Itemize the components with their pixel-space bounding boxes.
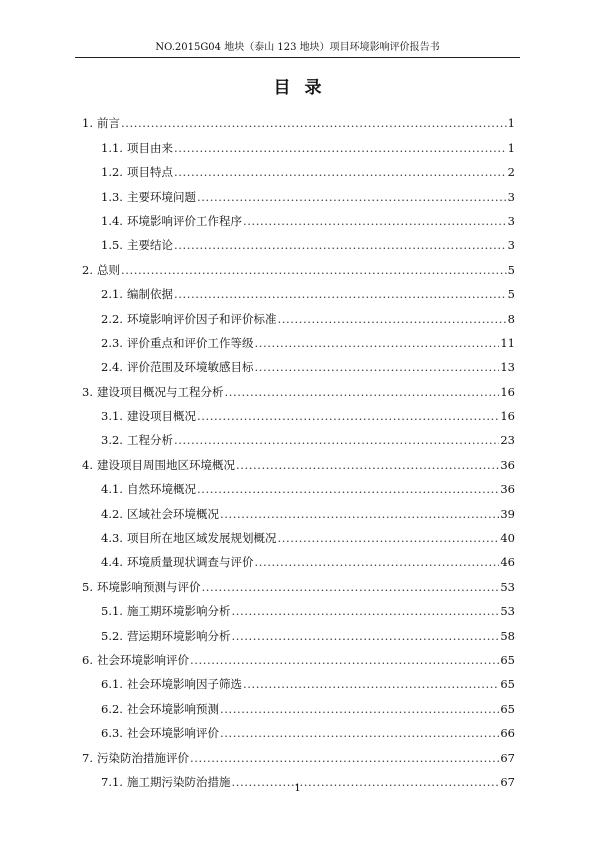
toc-entry-label: 建设项目概况与工程分析 [96,384,224,399]
toc-entry-label: 社会环境影响评价 [96,652,189,667]
toc-entry-label: 施工期污染防治措施 [126,774,231,789]
toc-dot-leader [231,604,499,618]
toc-entry-page: 58 [500,628,515,643]
toc-dot-leader [201,580,499,594]
toc-title: 目录 [273,78,336,98]
toc-entry-label: 社会环境影响因子筛选 [126,677,242,692]
toc-section-entry[interactable] [82,594,515,618]
toc-entry-label: 环境影响评价工作程序 [126,213,242,228]
toc-dot-leader [277,312,506,326]
toc-entry-label: 环境影响评价因子和评价标准 [126,311,277,326]
toc-dot-leader [254,336,499,350]
toc-section-entry[interactable] [82,691,515,715]
toc-entry-label: 编制依据 [126,287,173,302]
toc-section-entry[interactable] [82,277,515,301]
toc-entry-page: 67 [500,750,515,765]
toc-chapter-entry[interactable] [82,374,515,398]
toc-entry-number: 1. [82,116,93,131]
toc-entry-number: 6.1. [101,677,123,692]
toc-entry-page: 36 [500,457,515,472]
toc-entry-page: 46 [500,555,515,570]
toc-entry-number: 6.3. [101,726,123,741]
toc-entry-label: 营运期环境影响分析 [126,628,231,643]
toc-section-entry[interactable] [82,301,515,325]
toc-entry-label: 项目所在地区域发展规划概况 [126,531,277,546]
toc-dot-leader [174,141,507,155]
toc-entry-page: 65 [500,677,515,692]
toc-entry-number: 4.3. [101,531,123,546]
toc-entry-page: 5 [507,262,515,277]
toc-dot-leader [231,629,499,643]
toc-entry-number: 6.2. [101,701,123,716]
toc-dot-leader [197,190,507,204]
toc-entry-page: 3 [507,238,515,253]
toc-entry-label: 施工期环境影响分析 [126,604,231,619]
toc-entry-number: 5.2. [101,628,123,643]
toc-entry-number: 7.1. [101,774,123,789]
toc-entry-number: 1.4. [101,213,123,228]
toc-dot-leader [243,677,499,691]
toc-entry-page: 53 [500,604,515,619]
toc-entry-label: 环境影响预测与评价 [96,579,201,594]
toc-entry-number: 4.2. [101,506,123,521]
toc-entry-page: 2 [507,165,515,180]
page-number: 1 [294,783,301,794]
toc-entry-label: 环境质量现状调查与评价 [126,555,254,570]
toc-entry-number: 2.4. [101,360,123,375]
toc-entry-label: 前言 [96,116,120,131]
toc-chapter-entry[interactable] [82,643,515,667]
toc-section-entry[interactable] [82,399,515,423]
toc-entry-page: 5 [507,287,515,302]
toc-entry-page: 3 [507,213,515,228]
toc-entry-label: 自然环境概况 [126,482,196,497]
toc-dot-leader [190,751,499,765]
toc-chapter-entry[interactable] [82,106,515,130]
toc-dot-leader [254,555,499,569]
toc-dot-leader [236,458,499,472]
toc-entry-number: 4.1. [101,482,123,497]
toc-dot-leader [220,726,499,740]
toc-chapter-entry[interactable] [82,569,515,593]
running-header: NO.2015G04 地块（泰山 123 地块）项目环境影响评价报告书 [155,42,440,53]
toc-dot-leader [174,238,507,252]
toc-entry-number: 1.1. [101,140,123,155]
toc-dot-leader [174,287,507,301]
toc-entry-page: 67 [500,774,515,789]
toc-section-entry[interactable] [82,472,515,496]
toc-section-entry[interactable] [82,545,515,569]
toc-entry-label: 区域社会环境概况 [126,506,219,521]
toc-dot-leader [174,165,507,179]
toc-entry-label: 评价重点和评价工作等级 [126,335,254,350]
toc-entry-number: 2.1. [101,287,123,302]
toc-entry-label: 项目特点 [126,165,173,180]
toc-entry-number: 6. [82,652,93,667]
toc-entry-label: 建设项目周围地区环境概况 [96,457,235,472]
toc-section-entry[interactable] [82,326,515,350]
toc-section-entry[interactable] [82,716,515,740]
toc-section-entry[interactable] [82,204,515,228]
toc-entry-page: 65 [500,652,515,667]
toc-entry-number: 4.4. [101,555,123,570]
toc-section-entry[interactable] [82,350,515,374]
toc-dot-leader [220,702,499,716]
toc-entry-label: 评价范围及环境敏感目标 [126,360,254,375]
toc-entry-label: 社会环境影响评价 [126,726,219,741]
toc-entry-page: 65 [500,701,515,716]
toc-section-entry[interactable] [82,179,515,203]
toc-section-entry[interactable] [82,618,515,642]
toc-entry-number: 1.2. [101,165,123,180]
toc-entry-page: 8 [507,311,515,326]
toc-entry-page: 39 [500,506,515,521]
toc-entry-label: 主要结论 [126,238,173,253]
toc-dot-leader [174,433,499,447]
toc-entry-page: 1 [507,140,515,155]
toc-chapter-entry[interactable] [82,447,515,471]
table-of-contents [82,106,515,789]
toc-entry-number: 5. [82,579,93,594]
toc-section-entry[interactable] [82,496,515,520]
toc-section-entry[interactable] [82,155,515,179]
toc-entry-number: 1.3. [101,189,123,204]
toc-entry-label: 总则 [96,262,120,277]
toc-entry-page: 66 [500,726,515,741]
toc-entry-label: 工程分析 [126,433,173,448]
toc-dot-leader [121,263,507,277]
toc-dot-leader [190,653,499,667]
toc-entry-number: 3.2. [101,433,123,448]
toc-entry-label: 建设项目概况 [126,409,196,424]
toc-entry-page: 13 [500,360,515,375]
toc-dot-leader [220,507,499,521]
toc-dot-leader [197,409,499,423]
toc-chapter-entry[interactable] [82,252,515,276]
toc-entry-page: 16 [500,384,515,399]
toc-entry-page: 16 [500,409,515,424]
toc-entry-page: 3 [507,189,515,204]
toc-section-entry[interactable] [82,667,515,691]
toc-entry-label: 项目由来 [126,140,173,155]
toc-section-entry[interactable] [82,521,515,545]
toc-dot-leader [121,116,507,130]
toc-chapter-entry[interactable] [82,740,515,764]
toc-section-entry[interactable] [82,228,515,252]
toc-entry-page: 1 [507,116,515,131]
toc-entry-number: 2. [82,262,93,277]
toc-dot-leader [277,531,499,545]
toc-entry-number: 5.1. [101,604,123,619]
toc-entry-number: 7. [82,750,93,765]
header-rule [75,57,520,58]
toc-entry-page: 53 [500,579,515,594]
toc-section-entry[interactable] [82,423,515,447]
toc-entry-page: 36 [500,482,515,497]
toc-entry-number: 4. [82,457,93,472]
toc-section-entry[interactable] [82,130,515,154]
toc-dot-leader [197,482,499,496]
toc-entry-number: 2.3. [101,335,123,350]
toc-entry-label: 污染防治措施评价 [96,750,189,765]
toc-entry-label: 社会环境影响预测 [126,701,219,716]
toc-dot-leader [254,360,499,374]
toc-entry-number: 1.5. [101,238,123,253]
toc-entry-page: 40 [500,531,515,546]
toc-entry-page: 11 [500,335,515,350]
toc-dot-leader [243,214,507,228]
toc-dot-leader [224,385,499,399]
toc-entry-label: 主要环境问题 [126,189,196,204]
toc-entry-number: 3.1. [101,409,123,424]
toc-entry-number: 3. [82,384,93,399]
toc-entry-page: 23 [500,433,515,448]
toc-entry-number: 2.2. [101,311,123,326]
